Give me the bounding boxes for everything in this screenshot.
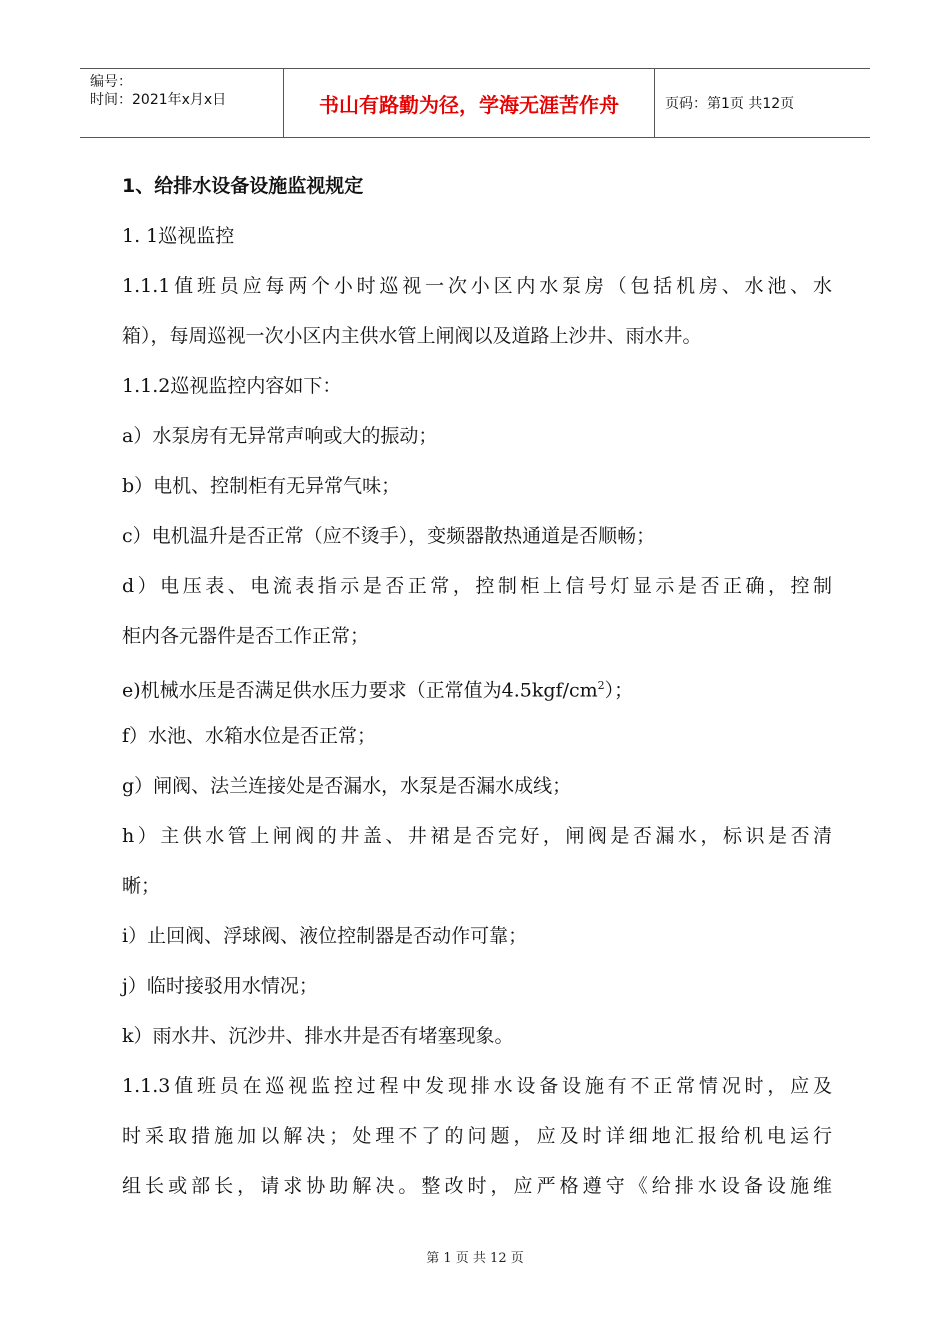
list-item: f）水池、水箱水位是否正常； bbox=[122, 725, 377, 747]
page-footer: 第 1 页 共 12 页 bbox=[426, 1251, 524, 1266]
section-heading: 1、给排水设备设施监视规定 bbox=[122, 175, 364, 197]
list-item-continuation: 晰； bbox=[122, 875, 161, 897]
subsection-heading: 1. 1巡视监控 bbox=[122, 225, 235, 247]
paragraph-line: 时采取措施加以解决；处理不了的问题，应及时详细地汇报给机电运行 bbox=[122, 1125, 832, 1147]
list-item: j）临时接驳用水情况； bbox=[122, 975, 318, 997]
list-item: b）电机、控制柜有无异常气味； bbox=[122, 475, 401, 497]
header-page-info: 页码：第1页 共12页 bbox=[665, 96, 795, 112]
paragraph-line: 箱），每周巡视一次小区内主供水管上闸阀以及道路上沙井、雨水井。 bbox=[122, 325, 702, 347]
list-item: a）水泵房有无异常声响或大的振动； bbox=[122, 425, 438, 447]
paragraph-line: 1.1.3值班员在巡视监控过程中发现排水设备设施有不正常情况时，应及 bbox=[122, 1075, 832, 1097]
paragraph-line: 1.1.2巡视监控内容如下： bbox=[122, 375, 342, 397]
number-label: 编号： bbox=[90, 74, 132, 90]
list-item: c）电机温升是否正常（应不烫手），变频器散热通道是否顺畅； bbox=[122, 525, 656, 547]
paragraph-line: 1.1.1值班员应每两个小时巡视一次小区内水泵房（包括机房、水池、水 bbox=[122, 275, 832, 297]
list-item: i）止回阀、浮球阀、液位控制器是否动作可靠； bbox=[122, 925, 528, 947]
list-item: h）主供水管上闸阀的井盖、井裙是否完好，闸阀是否漏水，标识是否清 bbox=[122, 825, 832, 847]
list-item bbox=[122, 661, 832, 711]
paragraph-line: 组长或部长，请求协助解决。整改时，应严格遵守《给排水设备设施维 bbox=[122, 1175, 832, 1197]
pressure-unit-superscript: 2 bbox=[597, 679, 605, 692]
list-item: k）雨水井、沉沙井、排水井是否有堵塞现象。 bbox=[122, 1025, 514, 1047]
list-item: d）电压表、电流表指示是否正常，控制柜上信号灯显示是否正确，控制 bbox=[122, 575, 832, 597]
document-header bbox=[80, 68, 870, 138]
pressure-requirement-text: e)机械水压是否满足供水压力要求（正常值为4.5kgf/cm bbox=[122, 679, 598, 702]
header-meta bbox=[80, 69, 283, 137]
time-label: 时间：2021年x月x日 bbox=[90, 92, 227, 108]
header-motto: 书山有路勤为径，学海无涯苦作舟 bbox=[283, 69, 655, 137]
pressure-requirement-tail: ）； bbox=[604, 679, 634, 702]
list-item: g）闸阀、法兰连接处是否漏水，水泵是否漏水成线； bbox=[122, 775, 572, 797]
list-item-continuation: 柜内各元器件是否工作正常； bbox=[122, 625, 370, 647]
